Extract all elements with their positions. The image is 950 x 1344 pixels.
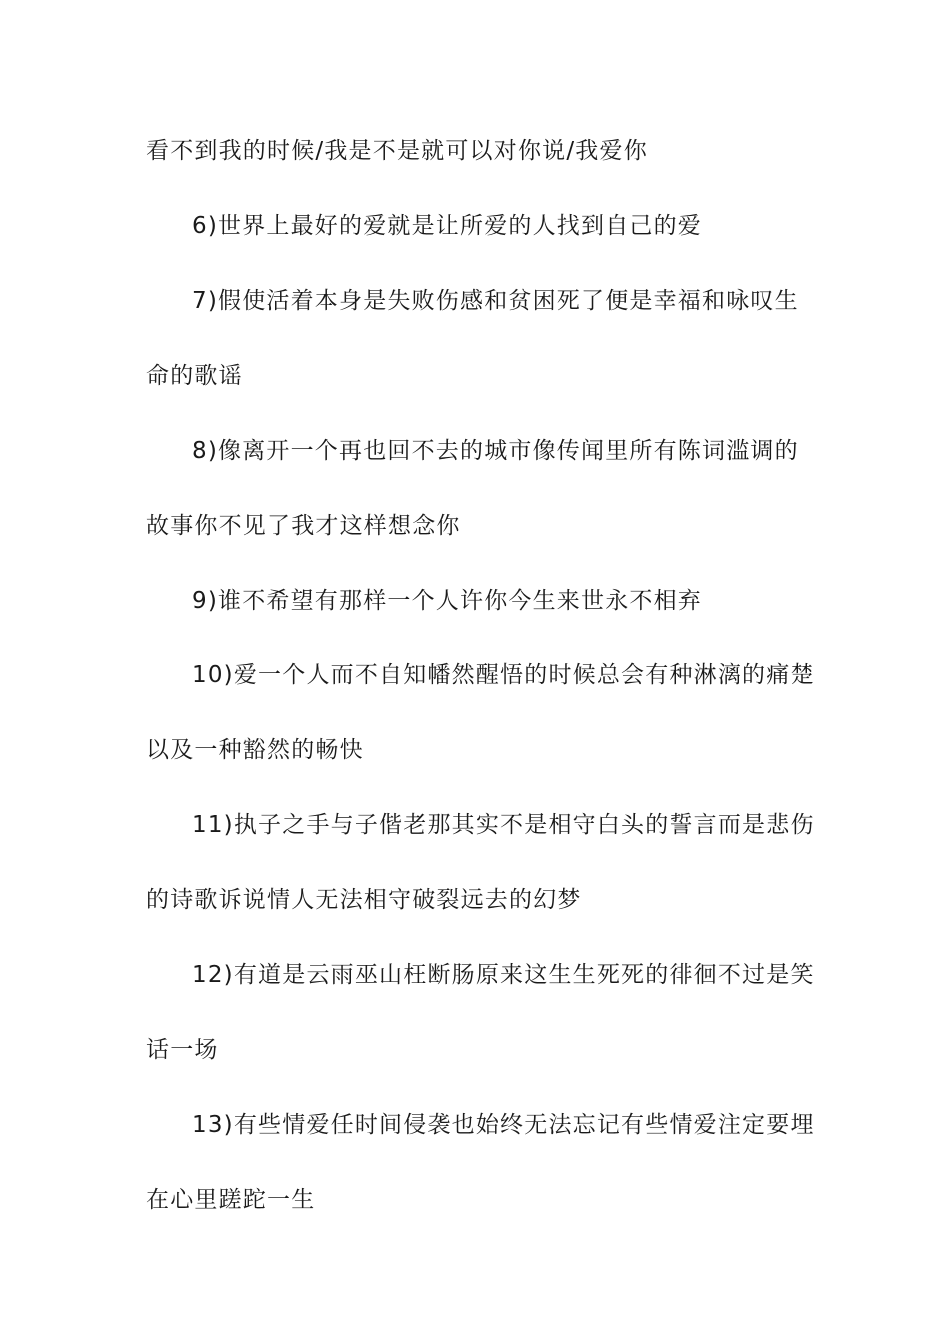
text-line-item-9: 9)谁不希望有那样一个人许你今生来世永不相弃 [192, 588, 703, 614]
text-line-item-11-cont: 的诗歌诉说情人无法相守破裂远去的幻梦 [146, 887, 582, 913]
text-line-item-8-cont: 故事你不见了我才这样想念你 [146, 513, 461, 539]
text-line-item-12-cont: 话一场 [146, 1037, 219, 1063]
text-line-item-7: 7)假使活着本身是失败伤感和贫困死了便是幸福和咏叹生 [192, 288, 799, 314]
text-line-continuation: 看不到我的时候/我是不是就可以对你说/我爱你 [146, 138, 648, 164]
text-line-item-6: 6)世界上最好的爱就是让所爱的人找到自己的爱 [192, 213, 703, 239]
text-line-item-13: 13)有些情爱任时间侵袭也始终无法忘记有些情爱注定要埋 [192, 1112, 815, 1138]
text-line-item-10-cont: 以及一种豁然的畅快 [146, 737, 364, 763]
text-line-item-10: 10)爱一个人而不自知幡然醒悟的时候总会有种淋漓的痛楚 [192, 662, 815, 688]
text-line-item-8: 8)像离开一个再也回不去的城市像传闻里所有陈词滥调的 [192, 438, 799, 464]
text-line-item-12: 12)有道是云雨巫山枉断肠原来这生生死死的徘徊不过是笑 [192, 962, 815, 988]
text-line-item-7-cont: 命的歌谣 [146, 363, 243, 389]
text-line-item-11: 11)执子之手与子偕老那其实不是相守白头的誓言而是悲伤 [192, 812, 815, 838]
text-line-item-13-cont: 在心里蹉跎一生 [146, 1187, 316, 1213]
